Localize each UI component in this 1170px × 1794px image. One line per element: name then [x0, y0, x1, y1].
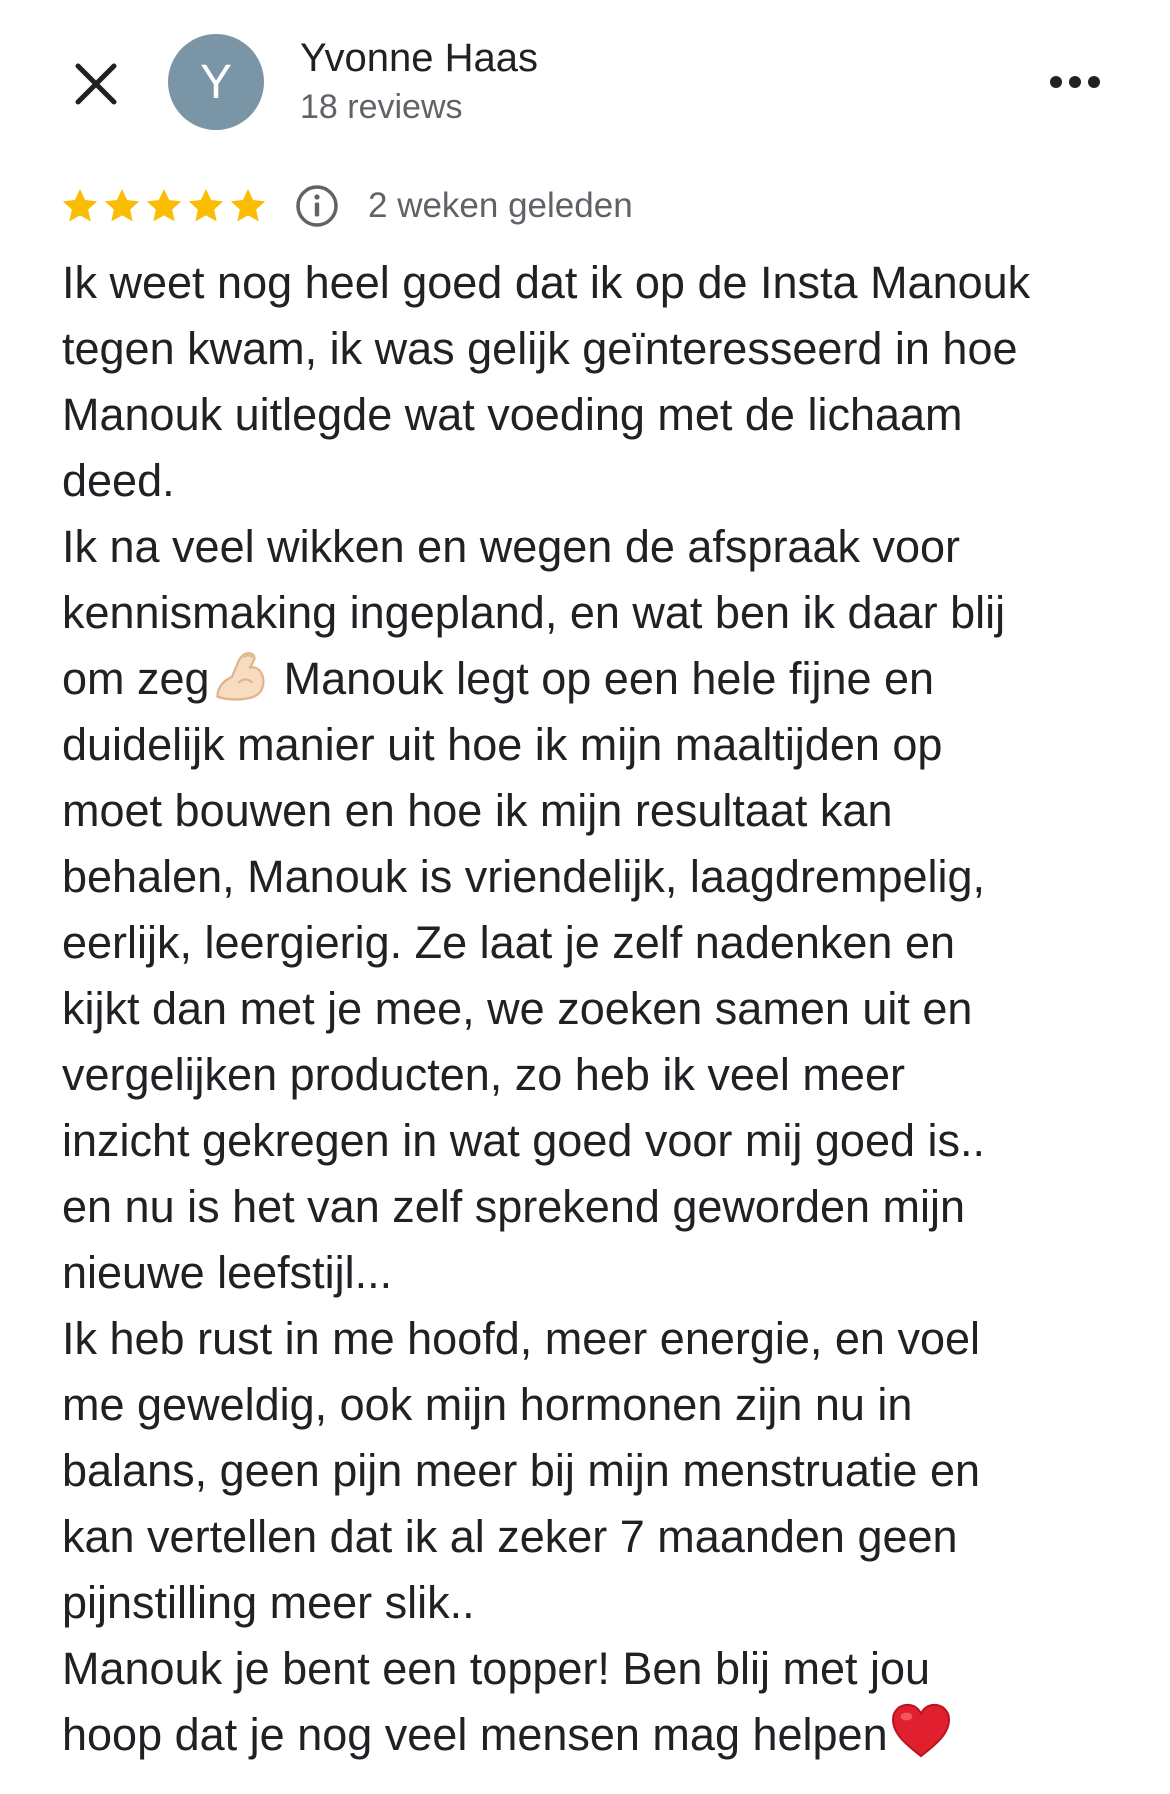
- reviewer-review-count: 18 reviews: [300, 88, 463, 126]
- star-icon: [144, 186, 184, 226]
- star-icon: [60, 186, 100, 226]
- star-icon: [186, 186, 226, 226]
- review-text: [62, 250, 1142, 1768]
- review-line: Manouk uitlegde wat voeding met de lichaam: [62, 389, 963, 440]
- review-header: [0, 0, 1170, 150]
- info-icon: [295, 184, 339, 228]
- more-options-button[interactable]: [1040, 62, 1110, 102]
- review-line: me geweldig, ook mijn hormonen zijn nu in: [62, 1379, 913, 1430]
- info-button[interactable]: [294, 183, 340, 229]
- close-icon: [74, 62, 118, 106]
- review-line: Ik weet nog heel goed dat ik op de Insta Manouk: [62, 257, 1031, 308]
- review-date: 2 weken geleden: [368, 186, 633, 225]
- avatar-letter: Y: [199, 55, 232, 109]
- star-icon: [102, 186, 142, 226]
- star-rating: [60, 186, 268, 226]
- review-line-part: Manouk legt op een hele fijne en: [283, 653, 935, 704]
- star-icon: [228, 186, 268, 226]
- review-line: balans, geen pijn meer bij mijn menstruatie en: [62, 1445, 980, 1496]
- review-line: [62, 646, 1142, 712]
- review-line: Ik na veel wikken en wegen de afspraak voor: [62, 521, 961, 572]
- review-line: moet bouwen en hoe ik mijn resultaat kan: [62, 785, 893, 836]
- review-line: kennismaking ingepland, en wat ben ik daar blij: [62, 587, 1006, 638]
- review-line-part: hoop dat je nog veel mensen mag helpen: [62, 1709, 888, 1760]
- avatar[interactable]: [168, 34, 264, 130]
- review-line: nieuwe leefstijl...: [62, 1247, 393, 1298]
- review-line: vergelijken producten, zo heb ik veel meer: [62, 1049, 905, 1100]
- review-line: [62, 1702, 1142, 1768]
- review-line: Manouk je bent een topper! Ben blij met jou: [62, 1643, 931, 1694]
- flexed-biceps-emoji: [212, 646, 270, 704]
- review-line: inzicht gekregen in wat goed voor mij goed is..: [62, 1115, 986, 1166]
- review-line: en nu is het van zelf sprekend geworden mijn: [62, 1181, 966, 1232]
- review-line: eerlijk, leergierig. Ze laat je zelf nadenken en: [62, 917, 956, 968]
- review-line: behalen, Manouk is vriendelijk, laagdrempelig,: [62, 851, 986, 902]
- rating-row: [60, 178, 633, 234]
- reviewer-name[interactable]: Yvonne Haas: [300, 36, 538, 80]
- review-line: Ik heb rust in me hoofd, meer energie, en voel: [62, 1313, 981, 1364]
- review-line: duidelijk manier uit hoe ik mijn maaltijden op: [62, 719, 943, 770]
- close-button[interactable]: [64, 52, 128, 116]
- review-line: kan vertellen dat ik al zeker 7 maanden geen: [62, 1511, 958, 1562]
- review-line: tegen kwam, ik was gelijk geïnteresseerd in hoe: [62, 323, 1018, 374]
- review-line: kijkt dan met je mee, we zoeken samen uit en: [62, 983, 973, 1034]
- review-line-part: om zeg: [62, 653, 210, 704]
- review-line: deed.: [62, 455, 175, 506]
- review-line: pijnstilling meer slik..: [62, 1577, 475, 1628]
- more-horizontal-icon: [1049, 75, 1101, 89]
- red-heart-emoji: [890, 1702, 952, 1760]
